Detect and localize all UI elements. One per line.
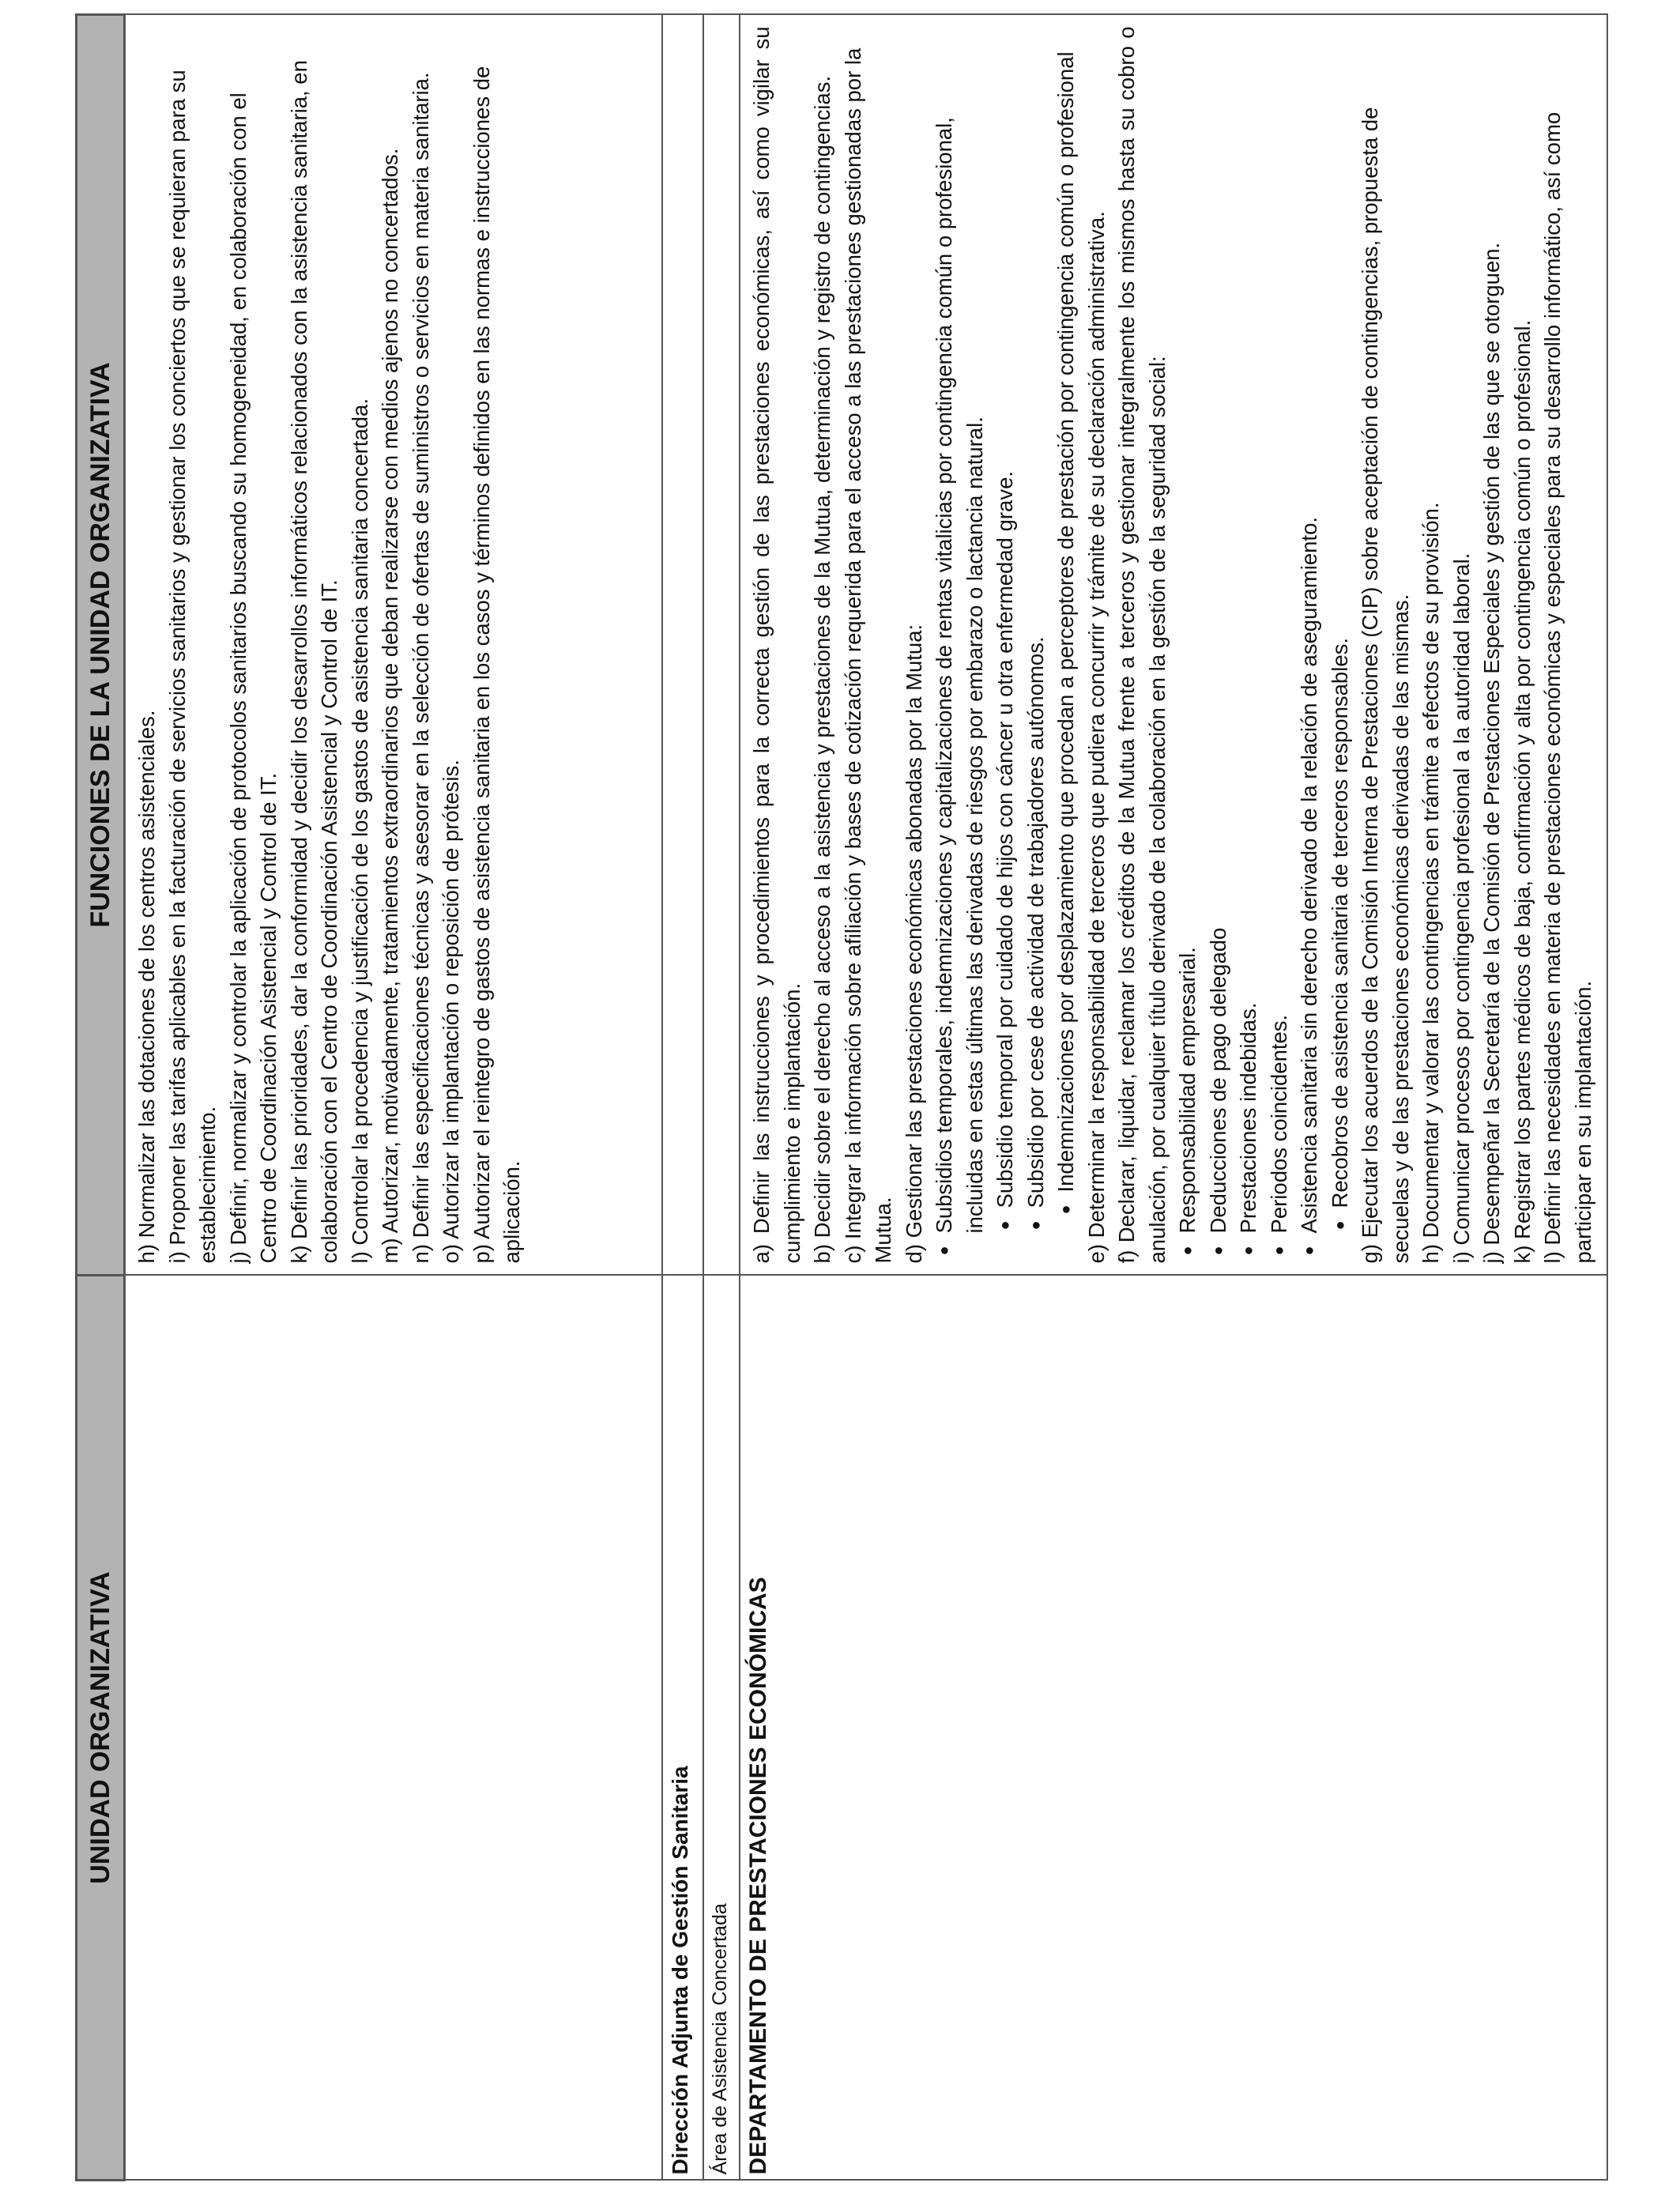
rotated-page <box>75 16 1595 2181</box>
unit-direccion: Dirección Adjunta de Gestión Sanitaria <box>662 1276 703 2181</box>
function-item: l) Definir las necesidades en materia de prestaciones económicas y especiales para su desarrollo informático, así como participar en su implantación. <box>1540 111 1595 1264</box>
function-item: m) Autorizar, motivadamente, tratamientos extraordinarios que deban realizarse con medios ajenos no concertados. <box>378 148 402 1264</box>
bullet-list <box>1173 27 1325 1264</box>
table-row <box>662 15 703 2181</box>
function-item: f) Declarar, liquidar, reclamar los créditos de la Mutua frente a terceros y gestionar integralmente los mismos hasta su cobro o anulación, por cualquier título derivado de la colaboración en la gestión de la seguridad social: <box>1114 26 1170 1264</box>
function-item: h) Documentar y valorar las contingencias en trámite a efectos de su provisión. <box>1418 502 1443 1264</box>
table-row <box>740 15 1607 2181</box>
function-item: c) Integrar la información sobre afiliación y bases de cotización requerida para el acceso a las prestaciones gestionadas por la Mutua. <box>840 47 895 1264</box>
function-item: b) Decidir sobre el derecho al acceso a la asistencia y prestaciones de la Mutua, determinación y registro de contingencias. <box>810 75 834 1264</box>
table-row <box>703 15 740 2181</box>
list-item: ● Deducciones de pago delegado <box>1203 27 1234 1257</box>
list-item: ● Subsidios temporales, indemnizaciones y capitalizaciones de rentas vitalicias por contingencia común o profesional, incluidas en estas últimas las derivadas de riesgos por embarazo o lactancia natural. <box>929 27 990 1257</box>
function-item: j) Definir, normalizar y controlar la aplicación de protocolos sanitarios buscando su homogeneidad, en colaboración con el Centro de Coordinación Asistencial y Control de IT. <box>225 92 281 1264</box>
function-item: k) Registrar los partes médicos de baja, confirmación y alta por contingencia común o profesional. <box>1509 319 1535 1264</box>
function-item: j) Desempeñar la Secretaría de la Comisión de Prestaciones Especiales y gestión de las que se otorguen. <box>1479 242 1504 1264</box>
function-item: h) Normalizar las dotaciones de los centros asistenciales. <box>134 710 159 1264</box>
bullet-list <box>929 27 990 1264</box>
bullet-list <box>1325 27 1356 1264</box>
list-item: ● Indemnizaciones por desplazamiento que procedan a perceptores de prestación por contingencia común o profesional <box>1051 27 1082 1216</box>
unit-departamento: DEPARTAMENTO DE PRESTACIONES ECONÓMICAS <box>740 1276 1607 2181</box>
table-header-row <box>77 15 125 2181</box>
function-item: i) Comunicar procesos por contingencia profesional a la autoridad laboral. <box>1448 552 1474 1264</box>
function-item: k) Definir las prioridades, dar la conformidad y decidir los desarrollos informáticos relacionados con la asistencia sanitaria, en colaboración con el Centro de Coordinación Asistencial y Control de IT. <box>286 60 341 1264</box>
bullet-list <box>990 27 1051 1264</box>
list-item: ● Subsidio temporal por cuidado de hijos con cáncer u otra enfermedad grave. <box>990 27 1021 1232</box>
function-item: d) Gestionar las prestaciones económicas abonadas por la Mutua: <box>901 624 926 1264</box>
list-item: ● Responsabilidad empresarial. <box>1173 27 1203 1257</box>
function-item: p) Autorizar el reintegro de gastos de asistencia sanitaria en los casos y términos definidos en las normas e instrucciones de aplicación. <box>469 66 524 1264</box>
list-item: ● Recobros de asistencia sanitaria de terceros responsables. <box>1325 27 1356 1232</box>
functions-cell-departamento <box>740 15 1607 1276</box>
list-item: ● Periodos coincidentes. <box>1264 27 1295 1257</box>
bullet-list <box>1051 27 1082 1264</box>
functions-cell-empty <box>703 15 740 1276</box>
function-item: a) Definir las instrucciones y procedimientos para la correcta gestión de las prestaciones económicas, así como vigilar su cumplimiento e implantación. <box>749 26 804 1264</box>
organization-table <box>75 13 1608 2181</box>
unit-cell-empty <box>125 1276 663 2181</box>
functions-cell-continuation <box>125 15 663 1276</box>
function-item: l) Controlar la procedencia y justificación de los gastos de asistencia sanitaria concertada. <box>347 398 372 1264</box>
table-row <box>125 15 663 2181</box>
header-funciones: FUNCIONES DE LA UNIDAD ORGANIZATIVA <box>77 15 125 1276</box>
header-unidad: UNIDAD ORGANIZATIVA <box>77 1276 125 2181</box>
list-item: ● Subsidio por cese de actividad de trabajadores autónomos. <box>1021 27 1052 1232</box>
function-item: g) Ejecutar los acuerdos de la Comisión Interna de Prestaciones (CIP) sobre aceptación de contingencias, propuesta de secuelas y de las prestaciones económicas derivadas de las mismas. <box>1358 107 1413 1264</box>
function-item: i) Proponer las tarifas aplicables en la facturación de servicios sanitarios y gestionar los conciertos que se requieran para su establecimiento. <box>164 70 220 1264</box>
list-item: ● Asistencia sanitaria sin derecho derivado de la relación de aseguramiento. <box>1294 27 1325 1257</box>
list-item: ● Prestaciones indebidas. <box>1234 27 1264 1257</box>
functions-cell-empty <box>662 15 703 1276</box>
unit-area: Área de Asistencia Concertada <box>703 1276 740 2181</box>
function-item: n) Definir las especificaciones técnicas y asesorar en la selección de ofertas de suministros o servicios en materia sanitaria. <box>408 72 433 1264</box>
function-item: o) Autorizar la implantación o reposición de prótesis. <box>439 760 463 1264</box>
function-item: e) Determinar la responsabilidad de terceros que pudiera concurrir y trámite de su declaración administrativa. <box>1083 211 1109 1264</box>
